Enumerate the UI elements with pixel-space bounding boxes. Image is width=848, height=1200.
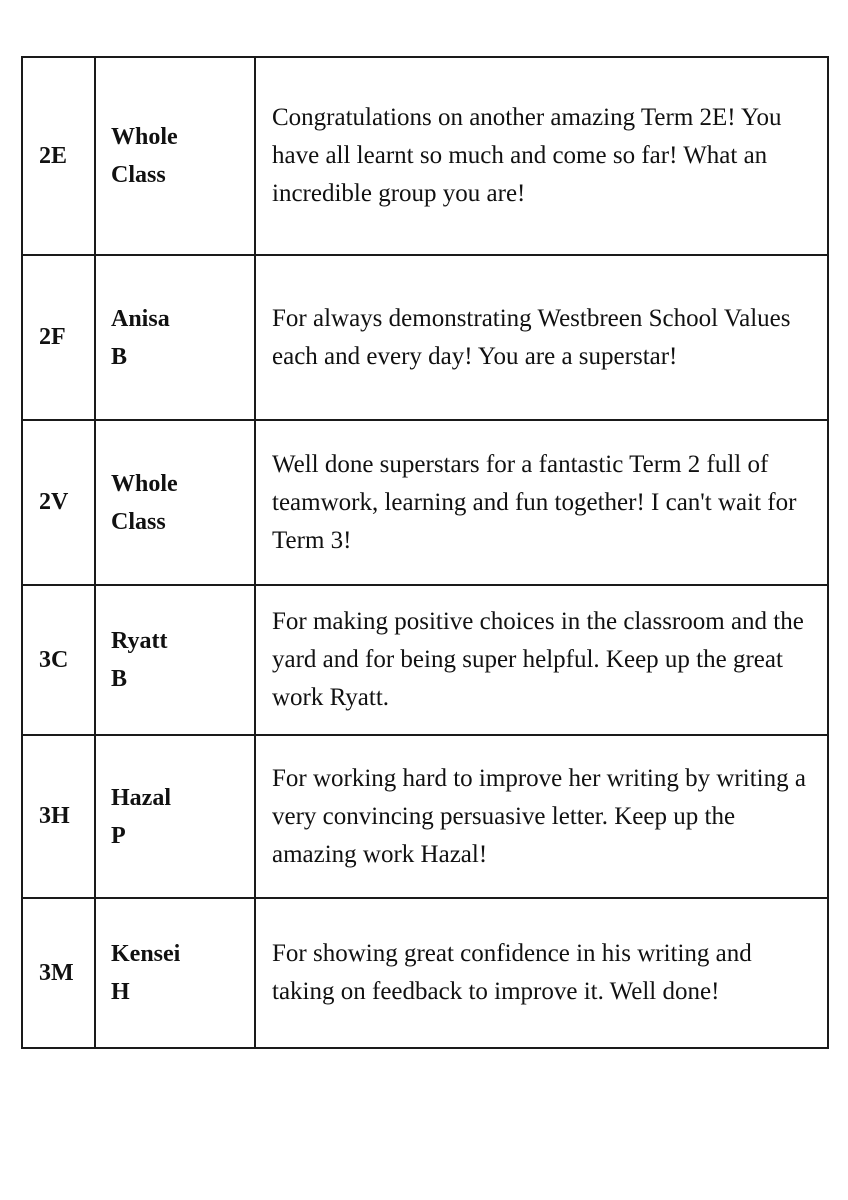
student-name-line: Whole (111, 470, 178, 497)
student-name-line: Class (111, 162, 166, 188)
student-name-cell (95, 735, 255, 898)
student-name-line: Class (111, 508, 166, 535)
award-message-cell: For always demonstrating Westbreen School Values each and every day! You are a superstar! (255, 255, 828, 420)
student-name-line: Ryatt (111, 628, 168, 654)
award-message-cell: For showing great confidence in his writing and taking on feedback to improve it. Well done! (255, 898, 828, 1048)
student-name-line: P (111, 822, 126, 849)
table-row (22, 735, 828, 898)
class-cell: 3M (22, 898, 95, 1048)
class-cell: 2V (22, 420, 95, 585)
table-row (22, 57, 828, 255)
student-name-line: Whole (111, 124, 178, 150)
student-name-line: Kensei (111, 941, 181, 967)
student-name-cell (95, 255, 255, 420)
table-row (22, 420, 828, 585)
table-row (22, 255, 828, 420)
student-name-line: H (111, 979, 130, 1005)
student-name-line: Hazal (111, 784, 171, 811)
table-row (22, 898, 828, 1048)
student-name-line: B (111, 343, 128, 370)
student-name-cell (95, 420, 255, 585)
class-cell: 3C (22, 585, 95, 735)
class-cell: 2F (22, 255, 95, 420)
award-message-cell: Well done superstars for a fantastic Term 2 full of teamwork, learning and fun together! I can't wait for Term 3! (255, 420, 828, 585)
class-cell: 2E (22, 57, 95, 255)
award-message-cell: Congratulations on another amazing Term 2E! You have all learnt so much and come so far! What an incredible group you are! (255, 57, 828, 255)
student-name-cell (95, 898, 255, 1048)
table-row (22, 585, 828, 735)
student-name-line: B (111, 666, 128, 692)
award-message-cell: For making positive choices in the classroom and the yard and for being super helpful. Keep up the great work Ryatt. (255, 585, 828, 735)
class-cell: 3H (22, 735, 95, 898)
award-message-cell: For working hard to improve her writing by writing a very convincing persuasive letter. Keep up the amazing work Hazal! (255, 735, 828, 898)
student-name-cell (95, 57, 255, 255)
student-name-line: Anisa (111, 305, 170, 332)
awards-table (21, 56, 829, 1049)
student-name-cell (95, 585, 255, 735)
